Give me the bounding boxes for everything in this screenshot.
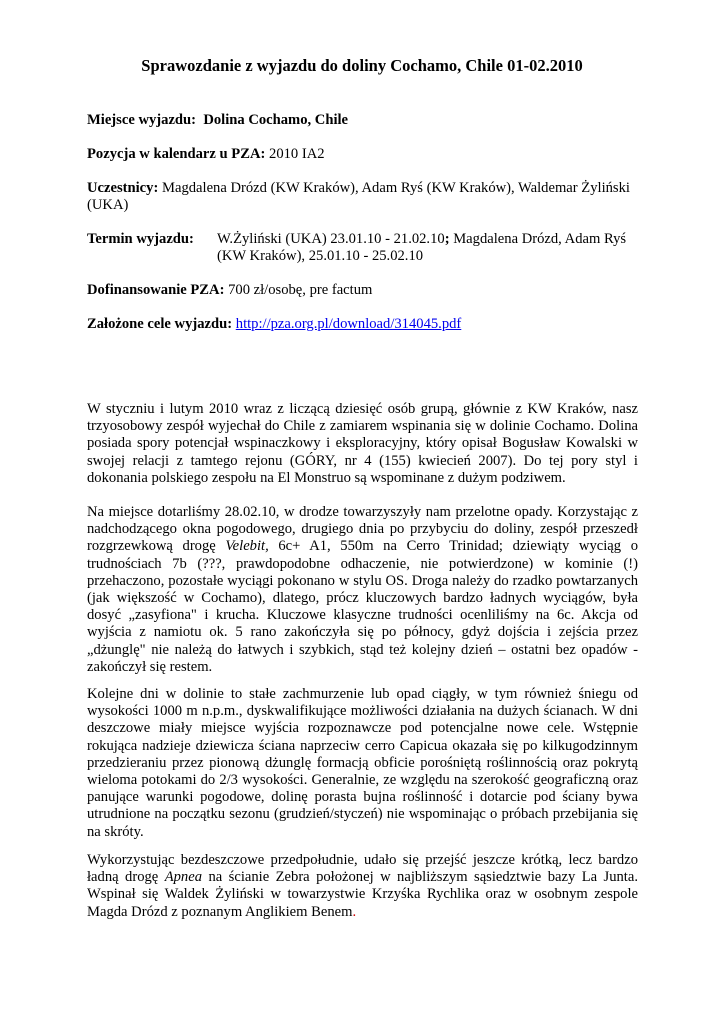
route-apnea: Apnea (164, 869, 203, 886)
paragraph-2-text (87, 504, 638, 676)
meta-funding (87, 282, 643, 299)
meta-term-value (215, 231, 643, 265)
meta-calendar (87, 146, 643, 163)
paragraph-1-text: W styczniu i lutym 2010 wraz z liczącą dziesięć osób grupą, głównie z KW Kraków, nasz trzyosobowy zespół wyjechał do Chile z zamiarem wspinania się w dolinie Cochamo. Dolina posiada spory potencjał wspinaczkowy i eksploracyjny, który opisał Bogusław Kowalski w swojej relacji z tamtego rejonu (GÓRY, nr 4 (155) kwiecień 2007). Do tej pory styl i dokonania polskiego zespołu na El Monstruo są wspominane z dużym podziwem. (87, 401, 638, 486)
meta-place-label: Miejsce wyjazdu: (87, 112, 197, 128)
meta-participants-value: Magdalena Drózd (KW Kraków), Adam Ryś (KW Kraków), Waldemar Żyliński (UKA) (87, 180, 630, 214)
meta-term-label: Termin wyjazdu: (87, 231, 194, 247)
paragraph-4-end-mark: . (352, 903, 357, 920)
meta-goals (87, 316, 643, 333)
meta-term (87, 231, 643, 265)
paragraph-4-part-b: na ścianie Zebra położonej w najbliższym sąsiedztwie bazy La Junta. Wspinał się Waldek Żyliński w towarzystwie Krzyśka Rychlika oraz w osobnym zespole Magda Drózd z poznanym Anglikiem Benem (87, 869, 638, 920)
page-title: Sprawozdanie z wyjazdu do doliny Cochamo, Chile 01-02.2010 (141, 56, 583, 75)
paragraph-4-text (87, 852, 638, 921)
meta-term-value-a: W.Żyliński (UKA) 23.01.10 - 21.02.10 (217, 231, 445, 247)
meta-place (87, 112, 643, 129)
route-velebit: Velebit, (225, 538, 269, 555)
meta-funding-value: 700 zł/osobę, pre factum (228, 282, 373, 298)
meta-calendar-value: 2010 IA2 (269, 146, 325, 162)
paragraph-2-part-a: Na miejsce dotarliśmy 28.02.10, w drodze towarzyszyły nam przelotne opady. Korzystając z nadchodzącego okna pogodowego, drugiego dnia po przybyciu do doliny, zespół przeszedł rozgrzewkową drogę (87, 504, 638, 555)
paragraph-3-text: Kolejne dni w dolinie to stałe zachmurzenie lub opad ciągły, w tym również śniegu od wysokości 1000 m n.p.m., dyskwalifikujące możliwości działania na dużych ścianach. W dni deszczowe miały miejsce wyjścia rozpoznawcze pod potencjalne nowe cele. Wstępnie rokująca nadzieje dziewicza ściana naprzeciw cerro Capicua okazała się po kilkugodzinnym przedzieraniu przez pionową dżunglę formacją obficie porośniętą roślinnością oraz pokrytą wieloma potokami do 2/3 wysokości. Generalnie, ze względu na szerokość geograficzną oraz panujące warunki pogodowe, dolinę porasta bujna roślinność i dotarcie pod ściany bywa utrudnione na początku sezonu (grudzień/styczeń) nie wspominając o próbach przebijania się na skróty. (87, 686, 638, 840)
paragraph-2 (87, 504, 638, 676)
paragraph-4 (87, 852, 638, 921)
meta-place-value: Dolina Cochamo, Chile (203, 112, 349, 128)
paragraph-4-part-a: Wykorzystując bezdeszczowe przedpołudnie, udało się przejść jeszcze krótką, lecz bardzo ładną drogę (87, 852, 638, 886)
meta-term-value-b: Magdalena Drózd, Adam Ryś (KW Kraków), 25.01.10 - 25.02.10 (217, 231, 627, 265)
meta-participants-label: Uczestnicy: (87, 180, 159, 196)
meta-participants (87, 180, 643, 214)
paragraph-2-part-b: 6c+ A1, 550m na Cerro Trinidad; dziewiąty wyciąg o trudnościach 7b (???, prawdopodobne odhaczenie, nie potwierdzone) w kominie (!) przehaczono, pozostałe wyciągi pokonano w stylu OS. Droga należy do rzadko powtarzanych (jak większość w Cochamo), dlatego, prócz kluczowych bardzo ładnych wyciągów, była dosyć „zasyfiona" i krucha. Kluczowe klasyczne trudności ocenliliśmy na 6c. Akcja od wyjścia z namiotu ok. 5 rano zakończyła się po północy, gdyż dojścia i zejścia przez „dżunglę" nie należą do łatwych i szybkich, stąd też kolejny dzień – ostatni bez opadów - zakończył się restem. (87, 538, 638, 675)
meta-goals-label: Założone cele wyjazdu: (87, 316, 233, 332)
meta-calendar-label: Pozycja w kalendarz u PZA: (87, 146, 266, 162)
meta-term-separator: ; (444, 231, 450, 247)
meta-funding-label: Dofinansowanie PZA: (87, 282, 225, 298)
goals-link[interactable]: http://pza.org.pl/download/314045.pdf (235, 316, 462, 332)
paragraph-3 (87, 686, 638, 841)
paragraph-1 (87, 401, 638, 487)
